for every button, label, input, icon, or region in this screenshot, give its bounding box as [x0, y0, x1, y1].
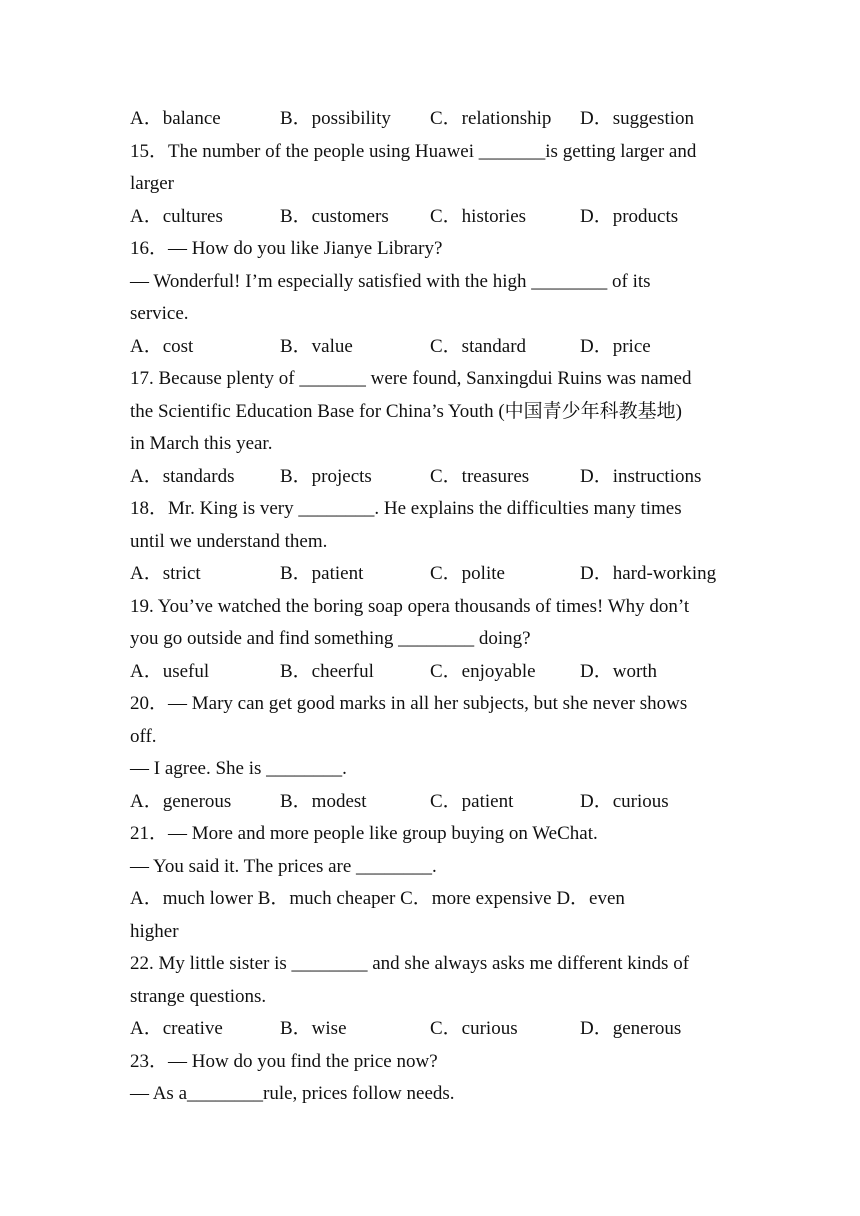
option-b: B．wise	[280, 1018, 347, 1039]
option-c: C．curious	[430, 1018, 518, 1039]
options-row	[130, 461, 735, 494]
option-a: A．useful	[130, 660, 210, 682]
option-a: A．strict	[130, 563, 201, 584]
option-d: D．instructions	[580, 465, 702, 487]
question-text-continued: service.	[130, 303, 189, 324]
option-b: B．value	[280, 335, 353, 357]
question-text: 22. My little sister is ________ and she always asks me different kinds of	[130, 953, 690, 974]
option-d: D．hard-working	[580, 563, 717, 584]
option-a: A．standards	[130, 465, 235, 487]
option-c: C．enjoyable	[430, 660, 536, 682]
option-c: C．histories	[430, 205, 527, 227]
question-text-continued: you go outside and find something ________ doing?	[130, 628, 531, 649]
option-d: D．curious	[580, 790, 669, 812]
options-row	[130, 558, 735, 591]
question-text: A．much lower B．much cheaper C．more expensive D．even	[130, 888, 625, 909]
option-a: A．balance	[130, 108, 221, 129]
option-c: C．standard	[430, 335, 527, 357]
option-b: B．projects	[280, 465, 372, 487]
option-c: C．relationship	[430, 108, 552, 129]
question-text-continued: — You said it. The prices are ________.	[130, 855, 437, 877]
option-d: D．generous	[580, 1018, 682, 1039]
question-text: 18．Mr. King is very ________. He explains the difficulties many times	[130, 498, 682, 519]
options-row	[130, 201, 735, 234]
question-text-continued: strange questions.	[130, 985, 267, 1007]
option-d: D．worth	[580, 660, 658, 682]
option-d: D．suggestion	[580, 108, 695, 129]
question-text-continued: off.	[130, 725, 157, 747]
question-text-continued: the Scientific Education Base for China’s Youth (中国青少年科教基地)	[130, 400, 682, 422]
option-b: B．customers	[280, 205, 389, 227]
question-text-continued: higher	[130, 920, 179, 942]
option-a: A．creative	[130, 1018, 223, 1039]
question-text-continued: — Wonderful! I’m especially satisfied with the high ________ of its	[130, 270, 651, 292]
option-c: C．treasures	[430, 465, 530, 487]
question-text: 19. You’ve watched the boring soap opera thousands of times! Why don’t	[130, 595, 690, 617]
question-text: 20．— Mary can get good marks in all her subjects, but she never shows	[130, 693, 688, 714]
question-text-continued: larger	[130, 173, 174, 194]
option-a: A．cultures	[130, 205, 223, 227]
document-page	[130, 103, 735, 1111]
question-text: 23．— How do you find the price now?	[130, 1050, 438, 1072]
question-text-continued: — I agree. She is ________.	[130, 758, 347, 779]
question-text: 21．— More and more people like group buying on WeChat.	[130, 823, 598, 844]
option-a: A．generous	[130, 790, 232, 812]
question-text: 15．The number of the people using Huawei _______is getting larger and	[130, 140, 697, 162]
options-row	[130, 1013, 735, 1046]
option-d: D．products	[580, 205, 679, 227]
option-d: D．price	[580, 335, 651, 357]
option-b: B．cheerful	[280, 660, 374, 682]
options-row	[130, 786, 735, 819]
option-c: C．patient	[430, 790, 514, 812]
option-c: C．polite	[430, 563, 505, 584]
question-text-continued: in March this year.	[130, 433, 273, 454]
option-b: B．possibility	[280, 108, 391, 129]
options-row	[130, 656, 735, 689]
options-row	[130, 103, 735, 136]
option-a: A．cost	[130, 335, 194, 357]
question-text-continued: — As a________rule, prices follow needs.	[130, 1083, 455, 1104]
question-text: 16．— How do you like Jianye Library?	[130, 238, 443, 259]
question-text-continued: until we understand them.	[130, 530, 328, 552]
option-b: B．modest	[280, 790, 367, 812]
options-row	[130, 331, 735, 364]
option-b: B．patient	[280, 563, 364, 584]
question-text: 17. Because plenty of _______ were found, Sanxingdui Ruins was named	[130, 368, 692, 389]
